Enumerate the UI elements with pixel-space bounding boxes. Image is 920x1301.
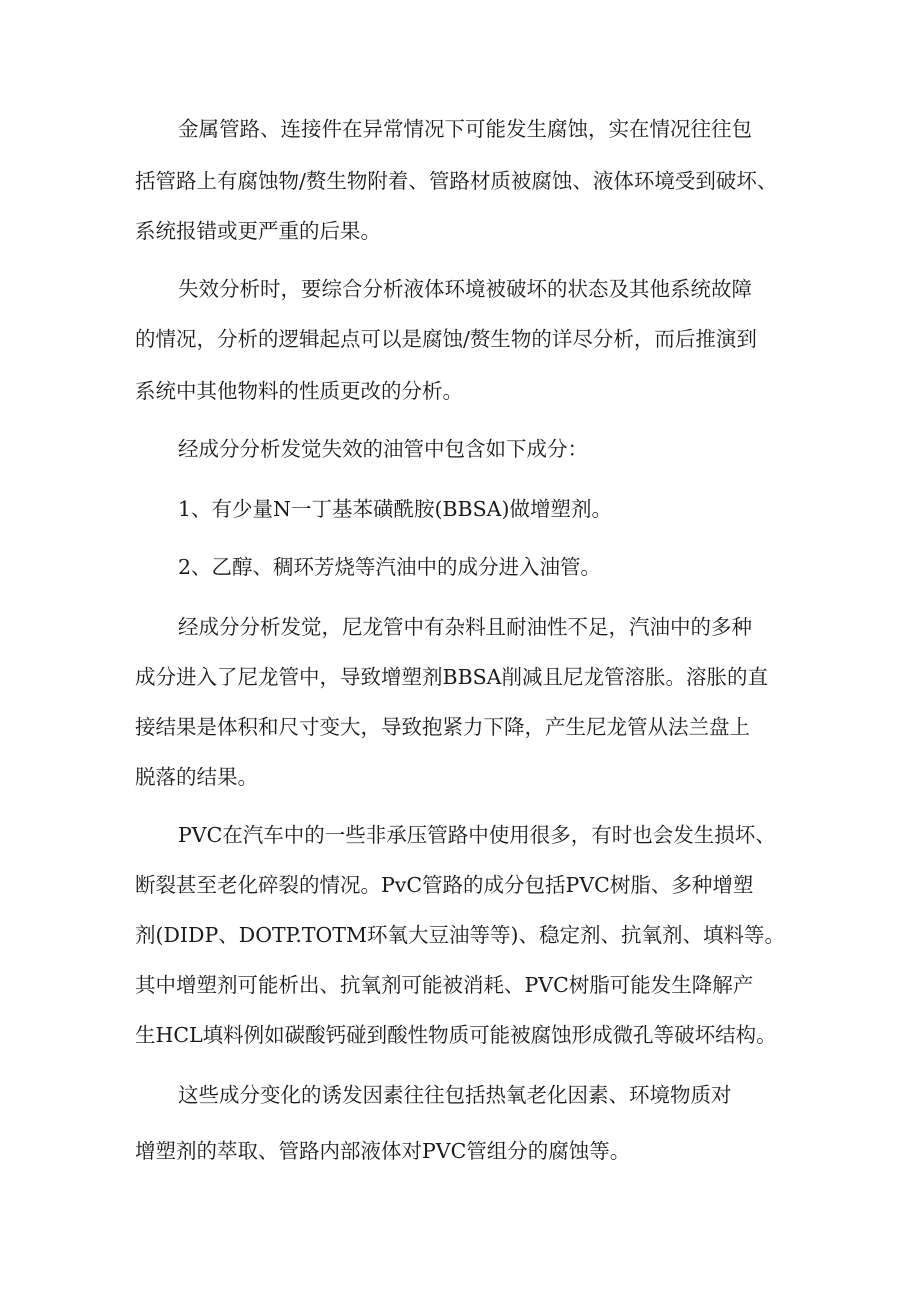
text-line: 脱落的结果。 <box>135 765 258 789</box>
text-line: 2、乙醇、稠环芳烧等汽油中的成分进入油管。 <box>178 555 602 579</box>
text-line: 金属管路、连接件在异常情况下可能发生腐蚀，实在情况往往包 <box>178 117 752 141</box>
text-line: 成分进入了尼龙管中，导致增塑剂BBSA削减且尼龙管溶胀。溶胀的直 <box>135 665 768 689</box>
text-line: 经成分分析发觉，尼龙管中有杂料且耐油性不足，汽油中的多种 <box>178 615 752 639</box>
text-line: 系统报错或更严重的后果。 <box>135 219 381 243</box>
text-line: 这些成分变化的诱发因素往往包括热氧老化因素、环境物质对 <box>178 1083 732 1107</box>
text-line: 接结果是体积和尺寸变大，导致抱紧力下降，产生尼龙管从法兰盘上 <box>135 715 750 739</box>
text-line: 失效分析时，要综合分析液体环境被破坏的状态及其他系统故障 <box>178 277 752 301</box>
text-line: 增塑剂的萃取、管路内部液体对PVC管组分的腐蚀等。 <box>135 1139 631 1163</box>
text-line: 1、有少量N一丁基苯磺酰胺(BBSA)做增塑剂。 <box>178 497 612 521</box>
text-line: 断裂甚至老化碎裂的情况。PvC管路的成分包括PVC树脂、多种增塑 <box>135 873 754 897</box>
text-line: 剂(DIDP、DOTP.TOTM环氧大豆油等等)、稳定剂、抗氧剂、填料等。 <box>135 923 785 947</box>
text-line: 经成分分析发觉失效的油管中包含如下成分： <box>178 437 588 461</box>
text-line: 生HCL填料例如碳酸钙碰到酸性物质可能被腐蚀形成微孔等破坏结构。 <box>135 1023 777 1047</box>
text-line: 的情况，分析的逻辑起点可以是腐蚀/赘生物的详尽分析，而后推演到 <box>135 327 757 351</box>
text-line: 其中增塑剂可能析出、抗氧剂可能被消耗、PVC树脂可能发生降解产 <box>135 973 754 997</box>
text-line: PVC在汽车中的一些非承压管路中使用很多，有时也会发生损坏、 <box>178 823 776 847</box>
text-line: 系统中其他物料的性质更改的分析。 <box>135 379 463 403</box>
text-line: 括管路上有腐蚀物/赘生物附着、管路材质被腐蚀、液体环境受到破坏、 <box>135 169 778 193</box>
